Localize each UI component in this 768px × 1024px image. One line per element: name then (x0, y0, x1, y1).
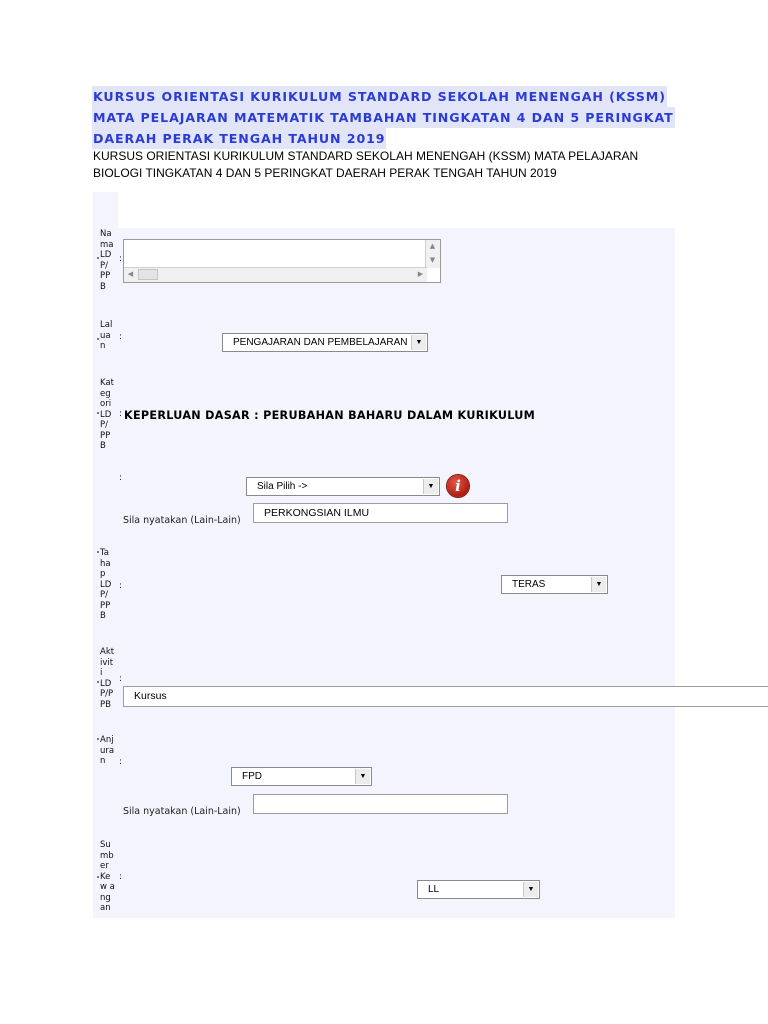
title-line: DAERAH PERAK TENGAH TAHUN 2019 (92, 128, 386, 149)
anjuran-select[interactable]: FPD ▼ (231, 767, 372, 786)
laluan-label: Lal ua n (100, 320, 113, 351)
kategori-lain-label: Sila nyatakan (Lain-Lain) (123, 515, 241, 526)
bullet-dot (97, 738, 99, 740)
aktiviti-input[interactable]: Kursus (123, 686, 768, 707)
anjuran-lain-label: Sila nyatakan (Lain-Lain) (123, 806, 241, 817)
page-title (92, 86, 675, 149)
sumber-label: Su mb er Ke w a ng an (100, 840, 115, 913)
subtitle-line: BIOLOGI TINGKATAN 4 DAN 5 PERINGKAT DAERAH PERAK TENGAH TAHUN 2019 (93, 166, 557, 180)
colon: : (119, 332, 123, 342)
tahap-select[interactable]: TERAS ▼ (501, 575, 608, 594)
laluan-select[interactable]: PENGAJARAN DAN PEMBELAJARAN ▼ (222, 333, 428, 352)
kategori-lain-input[interactable]: PERKONGSIAN ILMU (253, 503, 508, 523)
anjuran-label: Anj ura n (100, 735, 115, 766)
aktiviti-label: Akt ivit i LD P/P PB (100, 647, 115, 710)
kategori-label: Kat eg ori LD P/ PP B (100, 378, 114, 451)
colon: : (119, 581, 123, 591)
chevron-down-icon[interactable]: ▼ (355, 769, 370, 784)
nama-textarea[interactable] (123, 239, 441, 283)
colon: : (119, 254, 123, 264)
anjuran-lain-input[interactable] (253, 794, 508, 814)
colon: : (119, 872, 123, 882)
bullet-dot (97, 876, 99, 878)
bullet-dot (97, 551, 99, 553)
info-icon[interactable]: i (447, 475, 469, 497)
colon: : (119, 757, 123, 767)
chevron-down-icon[interactable]: ▼ (423, 479, 438, 494)
bullet-dot (97, 412, 99, 414)
bullet-dot (97, 257, 99, 259)
colon: : (119, 409, 123, 419)
chevron-down-icon[interactable]: ▼ (591, 577, 606, 592)
horizontal-scrollbar[interactable] (124, 267, 427, 282)
chevron-down-icon[interactable]: ▼ (523, 882, 538, 897)
tahap-label: Ta ha p LD P/ PP B (100, 548, 112, 621)
colon: : (119, 473, 123, 483)
chevron-down-icon[interactable]: ▼ (411, 335, 426, 350)
kategori-select[interactable]: Sila Pilih -> ▼ (246, 477, 440, 496)
page-subtitle (93, 148, 653, 182)
title-line: KURSUS ORIENTASI KURIKULUM STANDARD SEKOLAH MENENGAH (KSSM) (92, 86, 667, 107)
vertical-scrollbar[interactable] (425, 240, 440, 268)
scroll-thumb[interactable] (138, 269, 158, 280)
colon: : (119, 674, 123, 684)
scroll-right-icon[interactable]: ▶ (417, 270, 424, 278)
bullet-dot (97, 338, 99, 340)
nama-label: Na ma LD P/ PP B (100, 229, 114, 292)
subtitle-line: KURSUS ORIENTASI KURIKULUM STANDARD SEKOLAH MENENGAH (KSSM) MATA PELAJARAN (93, 149, 639, 163)
scroll-down-icon[interactable]: ▼ (429, 256, 436, 264)
title-line: MATA PELAJARAN MATEMATIK TAMBAHAN TINGKATAN 4 DAN 5 PERINGKAT (92, 107, 675, 128)
scroll-left-icon[interactable]: ◀ (127, 270, 134, 278)
scroll-up-icon[interactable]: ▲ (429, 242, 436, 250)
sumber-select[interactable]: LL ▼ (417, 880, 540, 899)
bullet-dot (97, 681, 99, 683)
kategori-value: KEPERLUAN DASAR : PERUBAHAN BAHARU DALAM KURIKULUM (124, 409, 536, 422)
